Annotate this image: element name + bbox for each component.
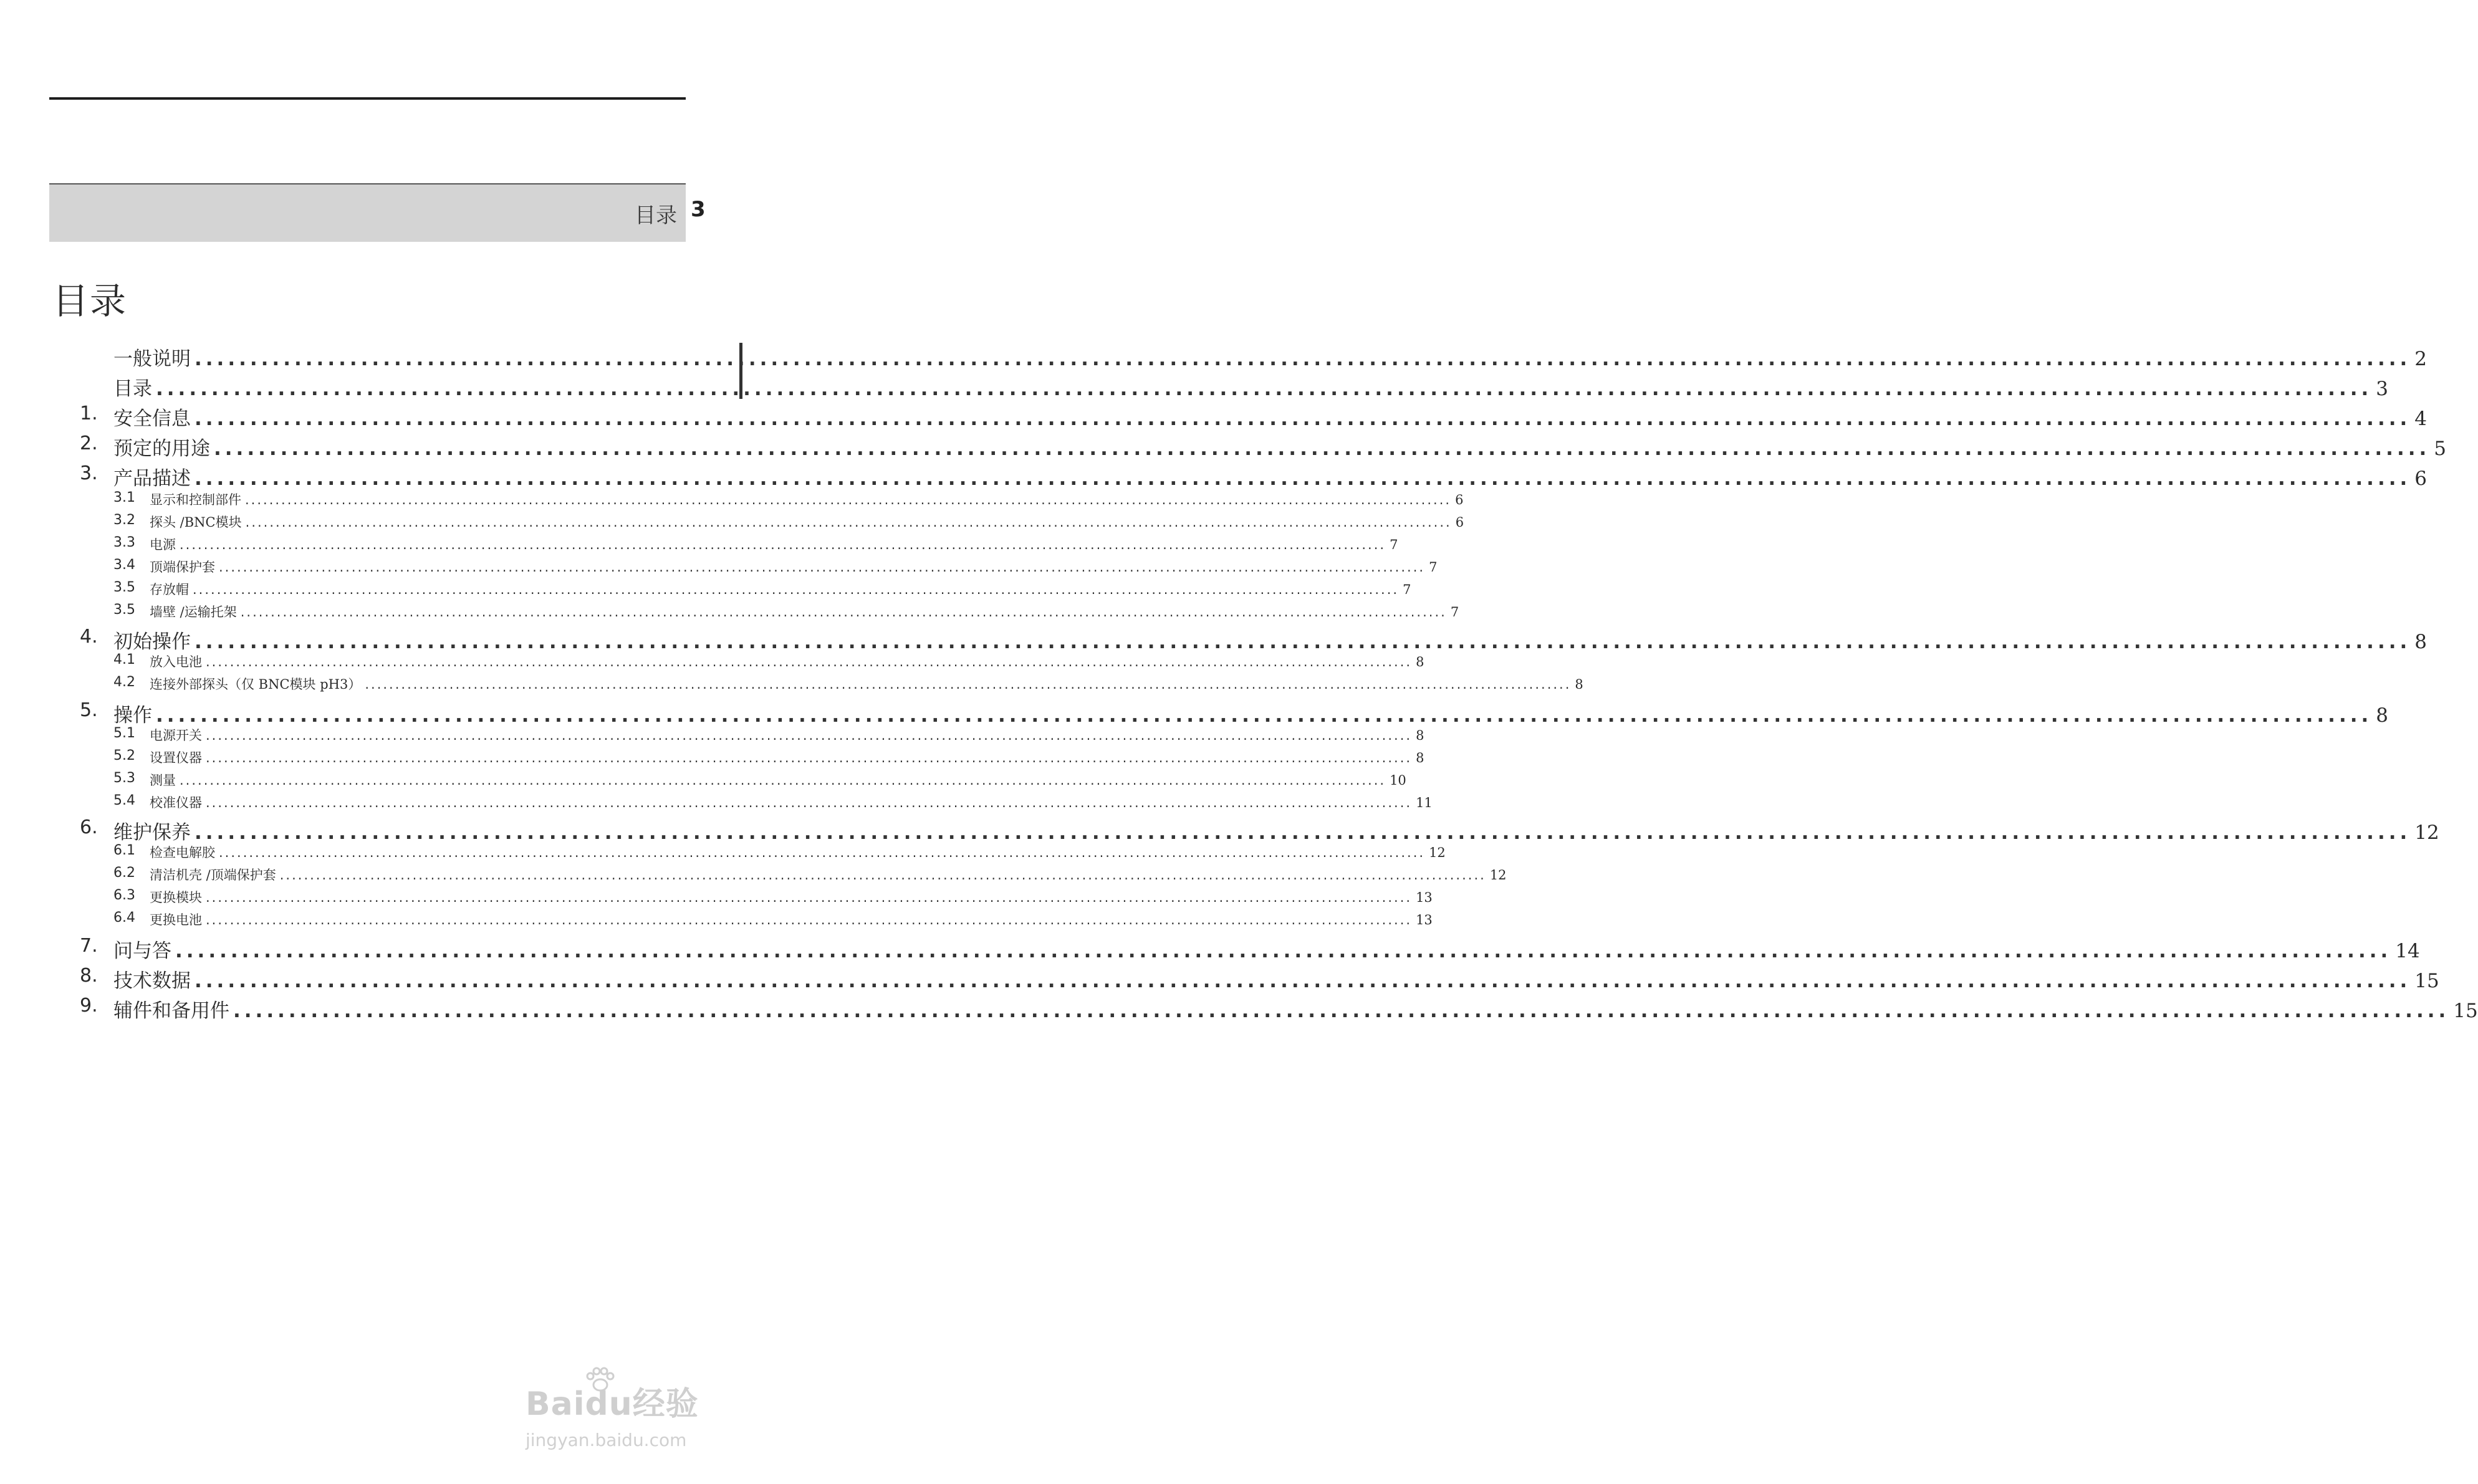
toc-row[interactable] [113, 490, 1464, 509]
toc-number: 3.1 [113, 490, 135, 505]
toc-dot-leader: ........................................................................................................................................................................................................ [180, 773, 1386, 788]
toc-row[interactable] [80, 403, 2428, 431]
toc-number: 5. [80, 699, 98, 721]
toc-number: 2. [80, 433, 98, 454]
toc-row[interactable] [113, 652, 1424, 671]
toc-title: 一般说明 [113, 348, 191, 370]
toc-dot-leader: ........................................................................................................................................................................................................ [194, 970, 2411, 992]
toc-title: 顶端保护套 [150, 560, 215, 575]
toc-page-number: 8 [1416, 654, 1424, 669]
toc-dot-leader: ........................................................................................................................................................................................................ [245, 515, 1452, 530]
toc-title: 技术数据 [113, 970, 191, 992]
toc-page-number: 7 [1403, 582, 1411, 597]
toc-page-number: 3 [2376, 378, 2389, 400]
running-header [49, 183, 686, 242]
toc-row[interactable] [80, 816, 2439, 845]
toc-title: 放入电池 [150, 654, 202, 669]
toc-page-number: 8 [1575, 677, 1583, 692]
toc-row[interactable] [113, 865, 1507, 884]
toc-title: 校准仪器 [150, 795, 202, 810]
toc-title: 初始操作 [113, 631, 191, 653]
toc-title: 产品描述 [113, 467, 191, 490]
toc-dot-leader: ........................................................................................................................................................................................................ [156, 704, 2373, 727]
toc-number: 5.4 [113, 793, 135, 808]
toc-number: 6.2 [113, 865, 135, 881]
toc-page-number: 7 [1450, 605, 1459, 620]
toc-page-number: 15 [2414, 970, 2439, 992]
toc-row[interactable] [80, 626, 2428, 654]
toc-row[interactable] [113, 535, 1398, 553]
toc-title: 测量 [150, 773, 176, 788]
toc-page-number: 8 [1416, 728, 1424, 743]
toc-title: 清洁机壳 /顶端保护套 [150, 868, 276, 883]
toc-number: 5.2 [113, 748, 135, 764]
toc-title: 设置仪器 [150, 750, 202, 765]
toc-number: 5.3 [113, 770, 135, 786]
toc-number: 3.5 [113, 580, 135, 595]
toc-dot-leader: ........................................................................................................................................................................................................ [206, 795, 1413, 810]
toc-number: 6. [80, 816, 98, 838]
toc-page-number: 2 [2414, 348, 2428, 370]
watermark-brand: Baidu经验 [526, 1386, 699, 1423]
toc-title: 安全信息 [113, 408, 191, 430]
toc-dot-leader: ........................................................................................................................................................................................................ [194, 348, 2411, 370]
top-rule [49, 97, 686, 100]
page-title: 目录 [52, 280, 128, 322]
header-page-number: 3 [691, 197, 706, 222]
toc-title: 存放帽 [150, 582, 189, 597]
toc-row[interactable] [113, 373, 2389, 401]
toc-dot-leader: ........................................................................................................................................................................................................ [194, 408, 2411, 430]
toc-row[interactable] [113, 674, 1583, 693]
toc-dot-leader: ........................................................................................................................................................................................................ [206, 728, 1413, 743]
toc-page-number: 7 [1390, 537, 1398, 552]
toc-row[interactable] [113, 580, 1411, 598]
toc-title: 电源开关 [150, 728, 202, 743]
watermark-url: jingyan.baidu.com [526, 1430, 687, 1450]
watermark [526, 1377, 700, 1458]
toc-title: 操作 [113, 704, 152, 727]
toc-number: 6.1 [113, 843, 135, 858]
toc-row[interactable] [113, 748, 1424, 767]
toc-number: 3. [80, 462, 98, 484]
toc-title: 探头 /BNC模块 [150, 515, 242, 530]
toc-dot-leader: ........................................................................................................................................................................................................ [194, 821, 2411, 844]
toc-row[interactable] [113, 725, 1424, 744]
toc-title: 电源 [150, 537, 176, 552]
toc-page-number: 8 [1416, 750, 1424, 765]
toc-number: 7. [80, 935, 98, 957]
toc-title: 问与答 [113, 940, 171, 962]
toc-page-number: 12 [1429, 845, 1446, 860]
toc-dot-leader: ........................................................................................................................................................................................................ [365, 677, 1572, 692]
toc-title: 更换电池 [150, 912, 202, 927]
toc-page-number: 4 [2414, 408, 2428, 430]
toc-page-number: 12 [2414, 821, 2439, 844]
toc-number: 3.2 [113, 512, 135, 528]
toc-dot-leader: ........................................................................................................................................................................................................ [175, 940, 2392, 962]
toc-number: 3.4 [113, 557, 135, 573]
toc-page-number: 8 [2376, 704, 2389, 727]
toc-number: 4.1 [113, 652, 135, 668]
toc-row[interactable] [80, 433, 2447, 461]
toc-page-number: 12 [1489, 868, 1507, 883]
toc-row[interactable] [113, 557, 1438, 576]
toc-page-number: 13 [1416, 890, 1433, 905]
toc-page-number: 6 [1455, 515, 1464, 530]
toc-row[interactable] [113, 793, 1433, 811]
toc-row[interactable] [113, 888, 1433, 906]
toc-dot-leader: ........................................................................................................................................................................................................ [245, 492, 1452, 507]
toc-title: 维护保养 [113, 821, 191, 844]
toc-dot-leader: ........................................................................................................................................................................................................ [193, 582, 1400, 597]
toc-dot-leader: ........................................................................................................................................................................................................ [279, 868, 1486, 883]
toc-row[interactable] [80, 935, 2420, 963]
toc-dot-leader: ........................................................................................................................................................................................................ [233, 1000, 2450, 1022]
toc-page-number: 10 [1390, 773, 1406, 788]
header-section-title: 目录 [635, 203, 677, 228]
toc-page-number: 7 [1429, 560, 1438, 575]
toc-row[interactable] [80, 965, 2439, 993]
toc-row[interactable] [80, 699, 2389, 727]
toc-title: 预定的用途 [113, 438, 210, 460]
toc-title: 墙壁 /运输托架 [150, 605, 237, 620]
toc-number: 4. [80, 626, 98, 648]
toc-dot-leader: ........................................................................................................................................................................................................ [206, 654, 1413, 669]
toc-page-number: 6 [2414, 467, 2428, 490]
toc-page-number: 13 [1416, 912, 1433, 927]
toc-row[interactable] [113, 602, 1459, 621]
toc-number: 1. [80, 403, 98, 424]
toc-title: 更换模块 [150, 890, 202, 905]
toc-number: 4.2 [113, 674, 135, 690]
toc-dot-leader: ........................................................................................................................................................................................................ [180, 537, 1386, 552]
toc-title: 辅件和备用件 [113, 1000, 229, 1022]
toc-number: 6.4 [113, 910, 135, 926]
toc-page-number: 5 [2434, 438, 2447, 460]
toc-title: 目录 [113, 378, 152, 400]
toc-number: 9. [80, 995, 98, 1017]
toc-dot-leader: ........................................................................................................................................................................................................ [240, 605, 1447, 620]
toc-row[interactable] [113, 910, 1433, 929]
toc-number: 3.5 [113, 602, 135, 618]
toc-number: 5.1 [113, 725, 135, 741]
toc-page-number: 14 [2395, 940, 2420, 962]
toc-page-number: 8 [2414, 631, 2428, 653]
toc-dot-leader: ........................................................................................................................................................................................................ [194, 467, 2411, 490]
toc-row[interactable] [113, 512, 1464, 531]
toc-page-number: 6 [1455, 492, 1464, 507]
toc-page-number: 15 [2453, 1000, 2478, 1022]
toc-row[interactable] [113, 843, 1446, 861]
toc-dot-leader: ........................................................................................................................................................................................................ [194, 631, 2411, 653]
toc-row[interactable] [80, 995, 2478, 1023]
toc-dot-leader: ........................................................................................................................................................................................................ [206, 912, 1413, 927]
toc-page-number: 11 [1416, 795, 1433, 810]
toc-dot-leader: ........................................................................................................................................................................................................ [206, 750, 1413, 765]
toc-dot-leader: ........................................................................................................................................................................................................ [206, 890, 1413, 905]
toc-title: 检查电解胶 [150, 845, 215, 860]
toc-number: 8. [80, 965, 98, 987]
toc-row[interactable] [113, 343, 2428, 371]
toc-number: 3.3 [113, 535, 135, 550]
toc-dot-leader: ........................................................................................................................................................................................................ [156, 378, 2373, 400]
toc-title: 连接外部探头（仅 BNC模块 pH3） [150, 677, 362, 692]
toc-row[interactable] [80, 462, 2428, 491]
toc-dot-leader: ........................................................................................................................................................................................................ [214, 438, 2431, 460]
toc-dot-leader: ........................................................................................................................................................................................................ [219, 845, 1426, 860]
toc-title: 显示和控制部件 [150, 492, 241, 507]
toc-dot-leader: ........................................................................................................................................................................................................ [219, 560, 1426, 575]
toc-row[interactable] [113, 770, 1406, 789]
toc-number: 6.3 [113, 888, 135, 903]
